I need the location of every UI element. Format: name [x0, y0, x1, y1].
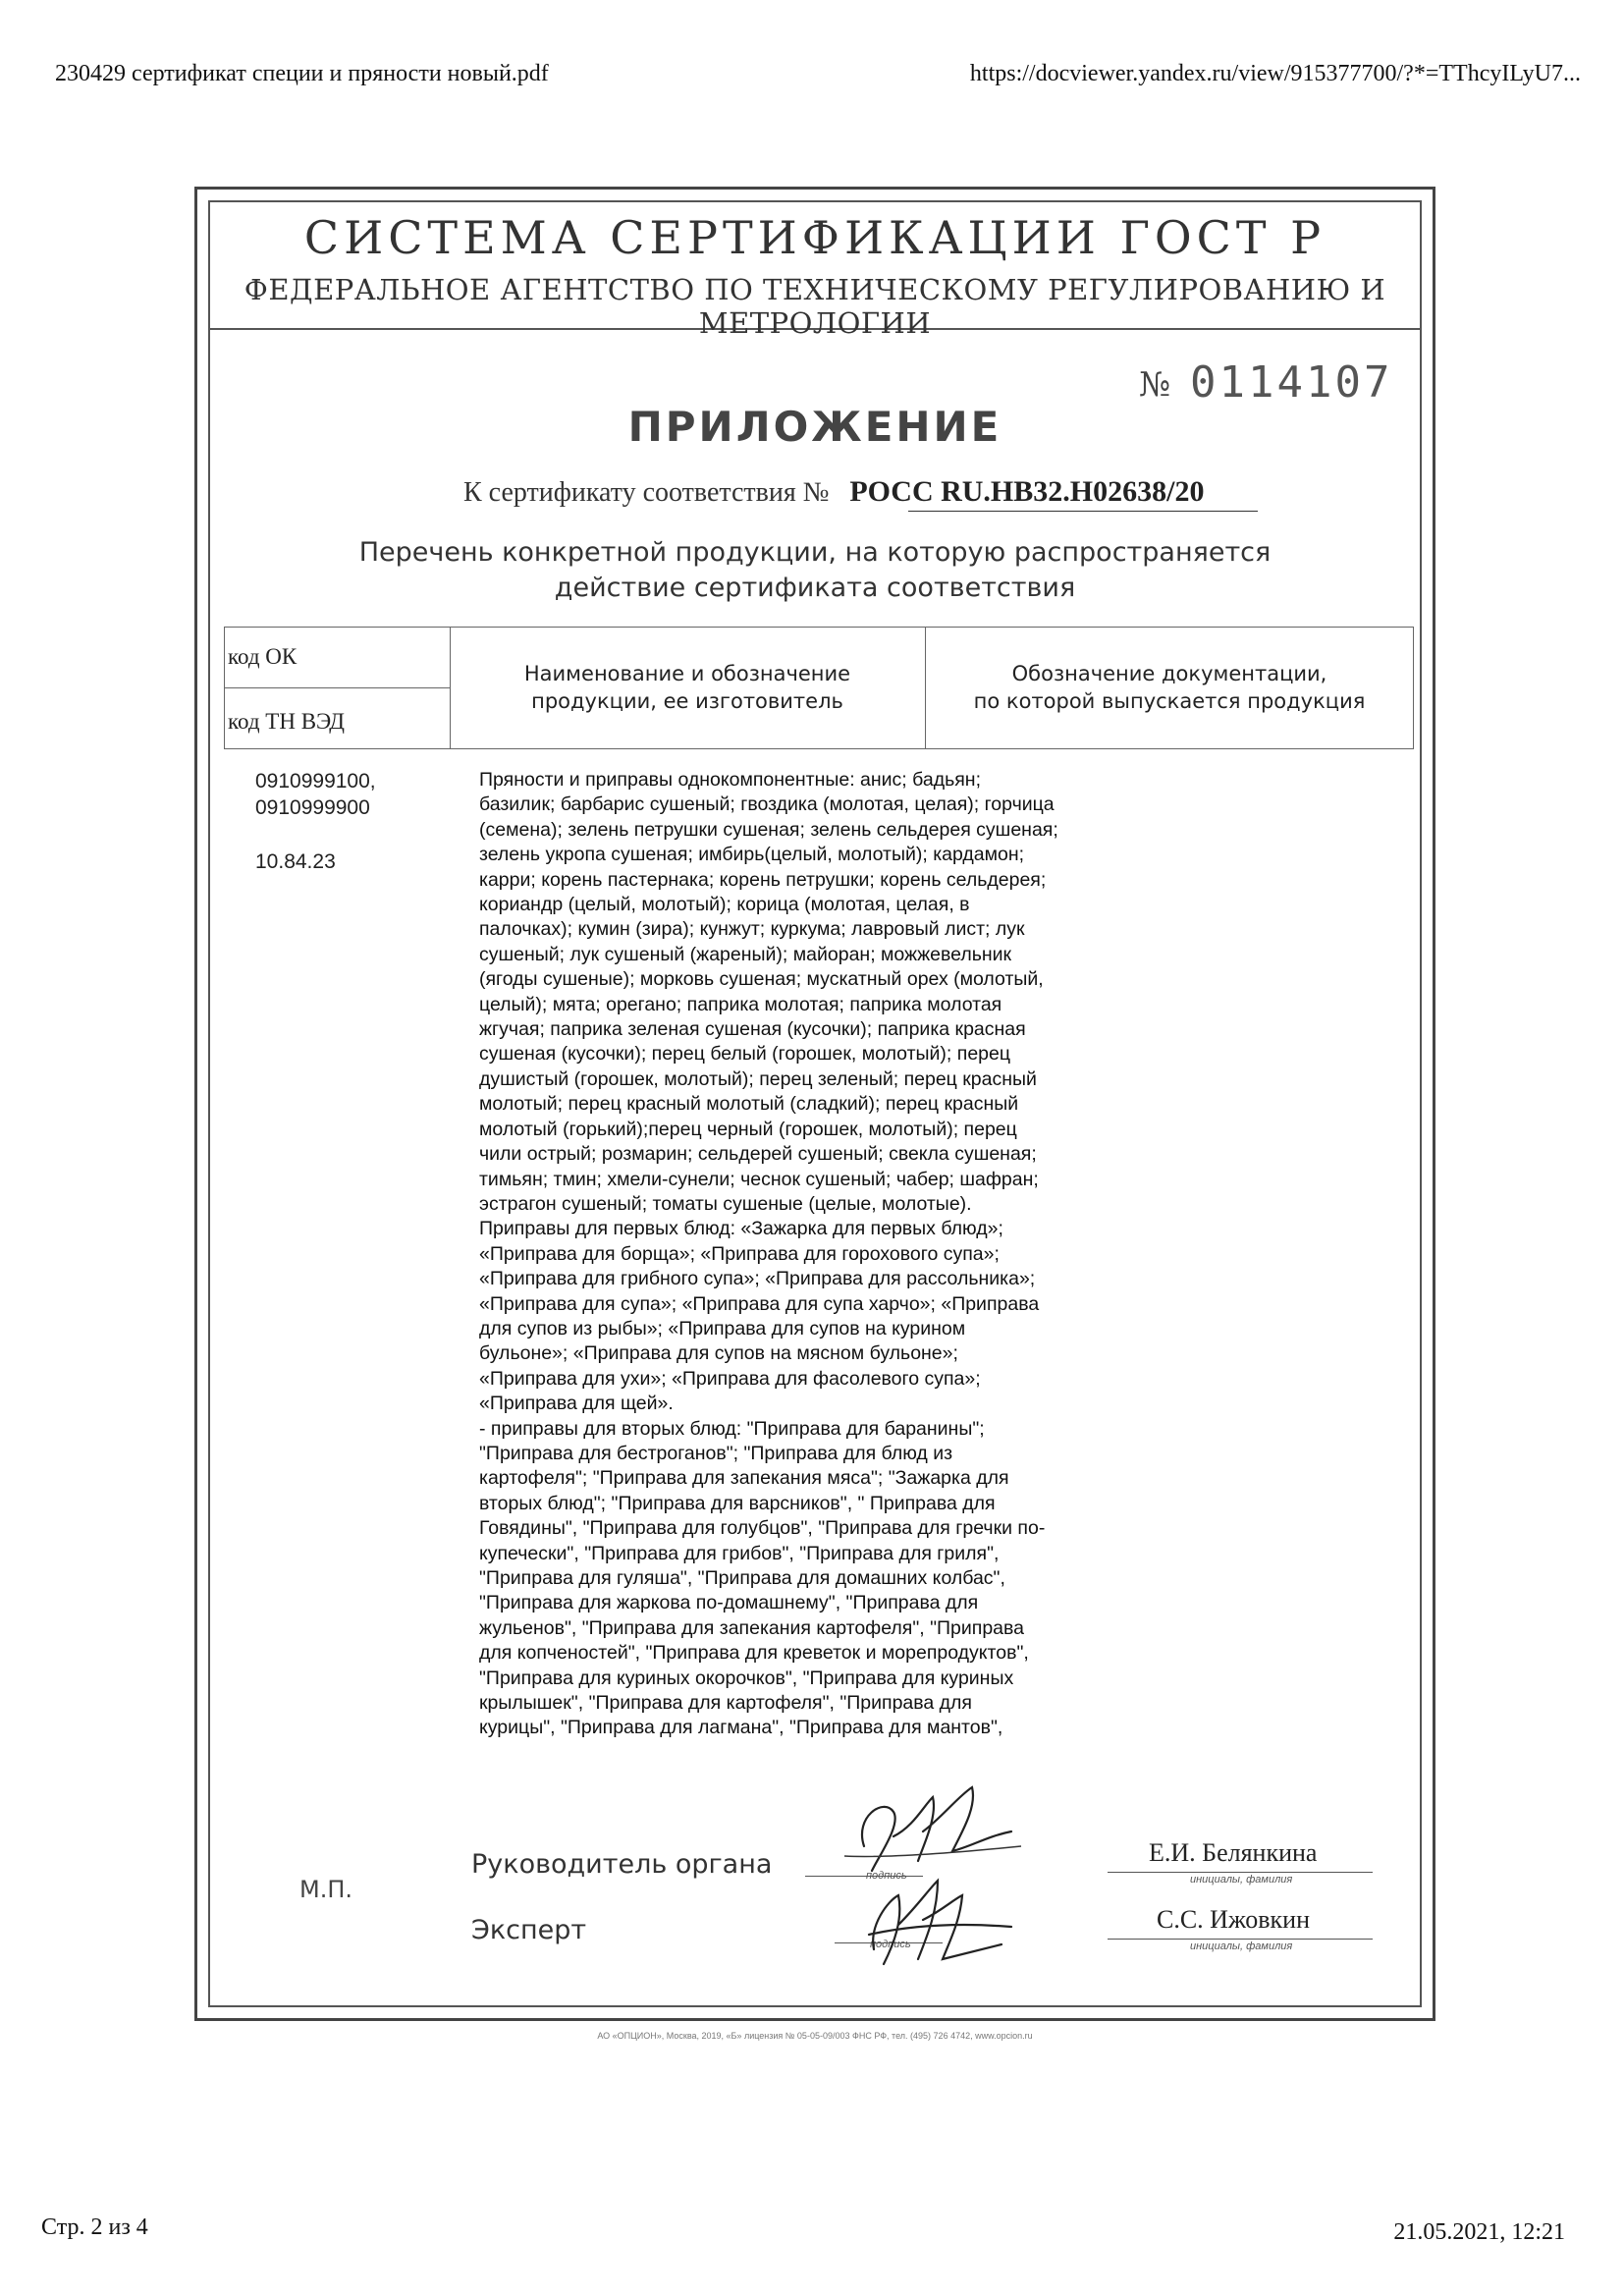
appendix-heading: ПРИЛОЖЕНИЕ: [627, 403, 1002, 451]
table-code-divider: [224, 687, 450, 688]
product-codes: [255, 768, 376, 875]
certificate-number-underline: [908, 511, 1258, 512]
printer-imprint: АО «ОПЦИОН», Москва, 2019, «Б» лицензия № 05-05-09/003 ФНС РФ, тел. (495) 726 4742, www.opcion.ru: [597, 2031, 1033, 2041]
expert-name: С.С. Ижовкин: [1157, 1905, 1311, 1934]
file-name: 230429 сертификат специи и пряности новый.pdf: [55, 61, 549, 86]
code-tnved-1: 0910999100,: [255, 770, 376, 793]
code-tnved-2: 0910999900: [255, 796, 370, 819]
col-product-name-line2: продукции, ее изготовитель: [531, 689, 843, 713]
certificate-number: РОСС RU.НВ32.Н02638/20: [849, 475, 1205, 508]
col-code-tnved: код ТН ВЭД: [228, 709, 345, 734]
head-name-caption: инициалы, фамилия: [1190, 1874, 1293, 1886]
expert-name-caption: инициалы, фамилия: [1190, 1941, 1293, 1952]
expert-signature-caption: подпись: [870, 1939, 911, 1950]
code-ok-value: 10.84.23: [255, 850, 336, 873]
col-product-name: [452, 660, 923, 715]
col-product-name-line1: Наименование и обозначение: [523, 662, 851, 685]
col-documentation: [925, 660, 1414, 715]
system-title: СИСТЕМА СЕРТИФИКАЦИИ ГОСТ Р: [303, 211, 1326, 264]
table-col-divider-1: [450, 627, 451, 749]
head-of-body-label: Руководитель органа: [471, 1849, 773, 1880]
expert-name-line: [1108, 1939, 1373, 1940]
head-of-body-name: Е.И. Белянкина: [1149, 1838, 1318, 1867]
col-documentation-line1: Обозначение документации,: [1011, 662, 1327, 685]
print-datetime: 21.05.2021, 12:21: [1393, 2219, 1565, 2245]
certificate-prefix: К сертификату соответствия №: [463, 477, 830, 508]
stamp-place: М.П.: [299, 1876, 353, 1903]
product-list-title: [208, 535, 1422, 606]
page-indicator: Стр. 2 из 4: [41, 2214, 148, 2240]
document-number: 0114107: [1190, 357, 1393, 408]
product-list-title-line2: действие сертификата соответствия: [554, 573, 1076, 603]
product-list-text: Пряности и приправы однокомпонентные: анис; бадьян; базилик; барбарис сушеный; гвоздика (молотая, целая); горчица (семена); зелень петрушки сушеная; зелень сельдерея сушеная; зелень укропа сушеная; имбирь(целый, молотый); кардамон; карри; корень пастернака; корень петрушки; корень сельдерея; кориандр (целый, молотый); корица (молотая, целая, в палочках); кумин (зира); кунжут; куркума; лавровый лист; лук сушеный; лук сушеный (жареный); майоран; можжевельник (ягоды сушеные); морковь сушеная; мускатный орех (молотый, целый); мята; орегано; паприка молотая; паприка молотая жгучая; паприка зеленая сушеная (кусочки); паприка красная сушеная (кусочки); перец белый (горошек, молотый); перец душистый (горошек, молотый); перец зеленый; перец красный молотый; перец красный молотый (сладкий); перец красный молотый (горький);перец черный (горошек, молотый); перец чили острый; розмарин; сельдерей сушеный; свекла сушеная; тимьян; тмин; хмели-сунели; чеснок сушеный; чабер; шафран; эстрагон сушеный; томаты сушеные (целые, молотые). Приправы для первых блюд: «Зажарка для первых блюд»; «Приправа для борща»; «Приправа для горохового супа»; «Приправа для грибного супа»; «Приправа для рассольника»; «Приправа для супа»; «Приправа для супа харчо»; «Приправа для супов из рыбы»; «Приправа для супов на курином бульоне»; «Приправа для супов на мясном бульоне»; «Приправа для ухи»; «Приправа для фасолевого супа»; «Приправа для щей». - приправы для вторых блюд: "Приправа для баранины"; "Приправа для бестроганов"; "Приправа для блюд из картофеля"; "Приправа для запекания мяса"; "Зажарка для вторых блюд"; "Приправа для варсников", " Приправа для Говядины", "Приправа для голубцов", "Приправа для гречки по- купечески", "Приправа для грибов", "Приправа для гриля", "Приправа для гуляша", "Приправа для домашних колбас", "Приправа для жаркова по-домашнему", "Приправа для жульенов", "Приправа для запекания картофеля", "Приправа для копченостей", "Приправа для креветок и морепродуктов", "Приправа для куриных окорочков", "Приправа для куриных крылышек", "Приправа для картофеля", "Приправа для курицы", "Приправа для лагмана", "Приправа для мантов",: [479, 769, 1058, 1739]
number-sign: №: [1139, 365, 1171, 405]
product-list-title-line1: Перечень конкретной продукции, на которую распространяется: [358, 537, 1272, 568]
expert-label: Эксперт: [471, 1915, 587, 1945]
agency-title: ФЕДЕРАЛЬНОЕ АГЕНТСТВО ПО ТЕХНИЧЕСКОМУ РЕГУЛИРОВАНИЮ И МЕТРОЛОГИИ: [244, 273, 1386, 340]
page-url[interactable]: https://docviewer.yandex.ru/view/915377700/?*=TThcyILyU7...: [969, 61, 1581, 86]
head-name-line: [1108, 1872, 1373, 1873]
col-documentation-line2: по которой выпускается продукция: [973, 689, 1366, 713]
certificate-reference: [463, 475, 1204, 509]
head-signature-caption: подпись: [866, 1870, 907, 1882]
col-code-ok: код ОК: [228, 644, 298, 669]
expert-signature-image: [844, 1866, 1031, 1979]
